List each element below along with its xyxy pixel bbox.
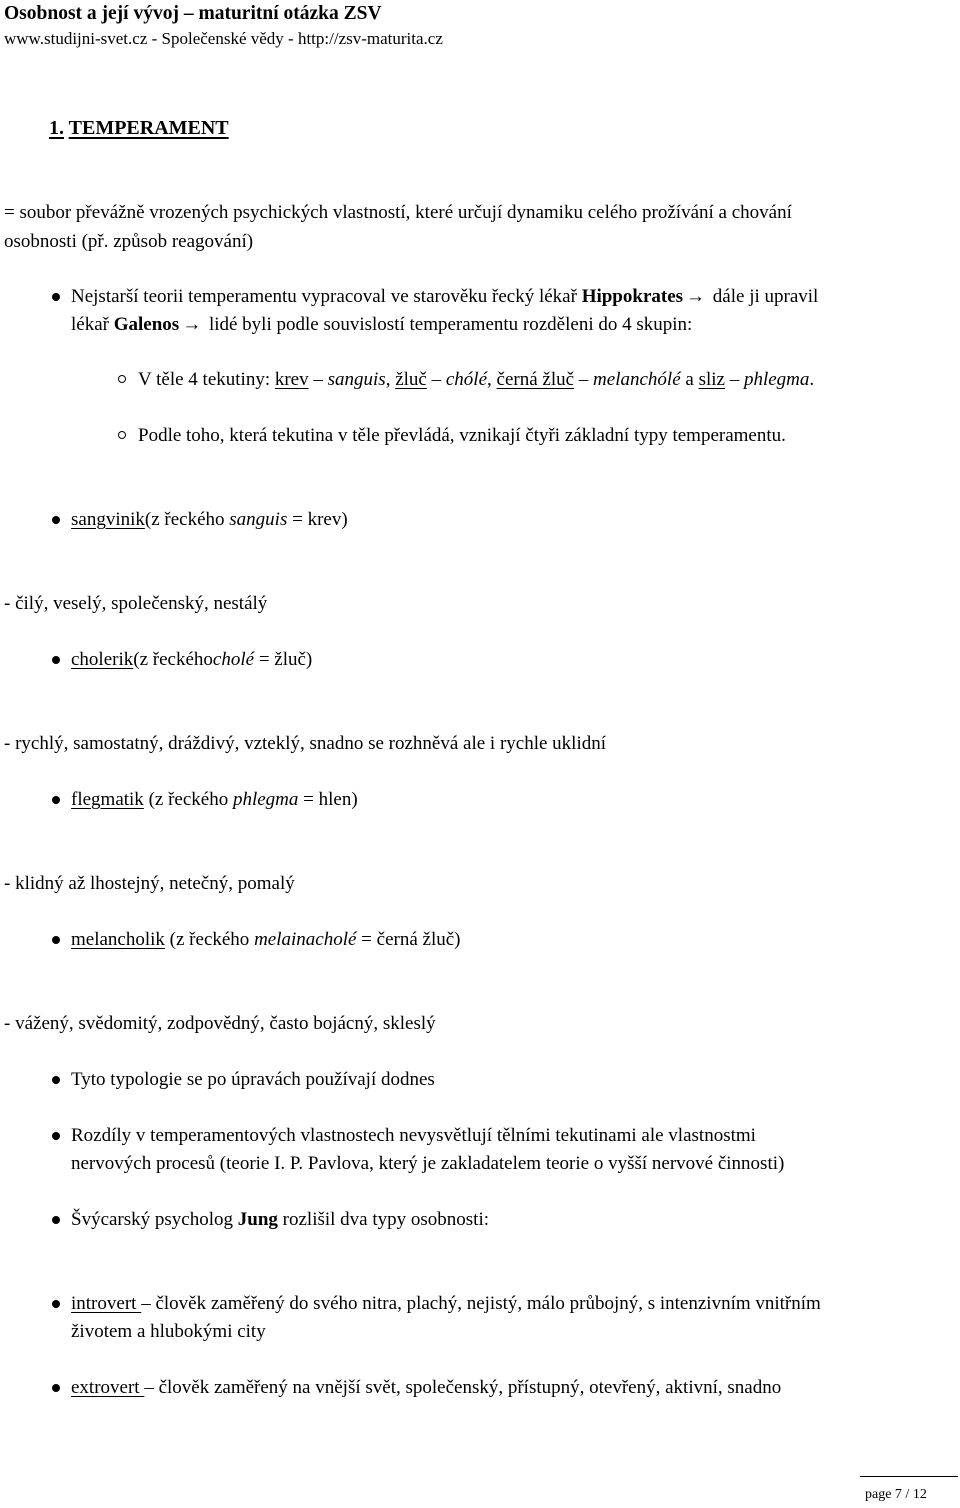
document-title: Osobnost a její vývoj – maturitní otázka ZSV: [4, 3, 382, 24]
cholerik-description: - rychlý, samostatný, dráždivý, vzteklý, snadno se rozhněvá ale i rychle uklidní: [4, 733, 607, 754]
section-heading: [49, 114, 229, 142]
circle-bullet-icon: [118, 375, 126, 383]
bullet-icon: [52, 796, 60, 804]
link-cerna-zluc[interactable]: černá žluč: [496, 369, 575, 390]
link-sliz[interactable]: sliz: [698, 369, 725, 390]
type-sangvinik: sangvinik(z řeckého sanguis = krev): [71, 509, 348, 530]
type-melancholik: melancholik (z řeckého melainacholé = černá žluč): [71, 929, 461, 950]
link-cholerik[interactable]: cholerik: [71, 649, 134, 670]
bullet-icon: [52, 1300, 60, 1308]
flegmatik-description: - klidný až lhostejný, netečný, pomalý: [4, 873, 295, 894]
link-melancholik[interactable]: melancholik: [71, 929, 165, 950]
definition-line-1: = soubor převážně vrozených psychických vlastností, které určují dynamiku celého prožívání a chování: [4, 202, 792, 223]
predominance-line: Podle toho, která tekutina v těle převládá, vznikají čtyři základní typy temperamentu.: [138, 425, 786, 446]
fluids-line: V těle 4 tekutiny: krev – sanguis, žluč – chólé, černá žluč – melanchólé a sliz – phlegma.: [138, 369, 815, 390]
hippokrates-name: Hippokrates: [581, 286, 684, 307]
bullet-icon: [52, 1384, 60, 1392]
bullet-icon: [52, 936, 60, 944]
bullet-icon: [52, 1132, 60, 1140]
footer-divider: [860, 1476, 958, 1477]
pavlov-note-line-1: Rozdíly v temperamentových vlastnostech nevysvětlují tělními tekutinami ale vlastnostmi: [71, 1125, 756, 1146]
link-zluc[interactable]: žluč: [395, 369, 427, 390]
pavlov-note-line-2: nervových procesů (teorie I. P. Pavlova, který je zakladatelem teorie o vyšší nervové činnosti): [71, 1153, 785, 1174]
definition-line-2: osobnosti (př. způsob reagování): [4, 231, 254, 252]
extrovert-line: extrovert – člověk zaměřený na vnější svět, společenský, přístupný, otevřený, aktivní, snadno: [71, 1377, 782, 1398]
introvert-line-2: životem a hlubokými city: [71, 1321, 266, 1342]
type-cholerik: cholerik(z řeckéhocholé = žluč): [71, 649, 313, 670]
history-line-1: Nejstarší teorii temperamentu vypracoval ve starověku řecký lékař Hippokrates → dále ji upravil: [71, 283, 818, 311]
type-flegmatik: flegmatik (z řeckého phlegma = hlen): [71, 789, 358, 810]
bullet-icon: [52, 656, 60, 664]
link-flegmatik[interactable]: flegmatik: [71, 789, 144, 810]
galenos-name: Galenos: [113, 314, 180, 335]
bullet-icon: [52, 1076, 60, 1084]
melancholik-description: - vážený, svědomitý, zodpovědný, často bojácný, skleslý: [4, 1013, 436, 1034]
page-number: page 7 / 12: [865, 1487, 927, 1502]
bullet-icon: [52, 516, 60, 524]
link-sangvinik[interactable]: sangvinik: [71, 509, 145, 530]
typology-note: Tyto typologie se po úpravách používají dodnes: [71, 1069, 435, 1090]
section-number: 1.: [49, 117, 64, 139]
section-title: TEMPERAMENT: [68, 117, 229, 139]
introvert-line-1: introvert – člověk zaměřený do svého nitra, plachý, nejistý, málo průbojný, s intenzivním vnitřním: [71, 1293, 821, 1314]
history-line-2: lékař Galenos → lidé byli podle souvislostí temperamentu rozděleni do 4 skupin:: [71, 311, 692, 339]
link-introvert[interactable]: introvert: [71, 1293, 142, 1314]
jung-note: Švýcarský psycholog Jung rozlišil dva typy osobnosti:: [71, 1209, 490, 1230]
document-source: www.studijni-svet.cz - Společenské vědy - http://zsv-maturita.cz: [4, 29, 443, 48]
arrow-right-icon: →: [686, 286, 706, 307]
bullet-icon: [52, 1216, 60, 1224]
link-extrovert[interactable]: extrovert: [71, 1377, 145, 1398]
sangvinik-description: - čilý, veselý, společenský, nestálý: [4, 593, 268, 614]
jung-name: Jung: [237, 1209, 278, 1230]
link-krev[interactable]: krev: [274, 369, 309, 390]
arrow-right-icon: →: [182, 314, 202, 335]
circle-bullet-icon: [118, 431, 126, 439]
bullet-icon: [52, 293, 60, 301]
